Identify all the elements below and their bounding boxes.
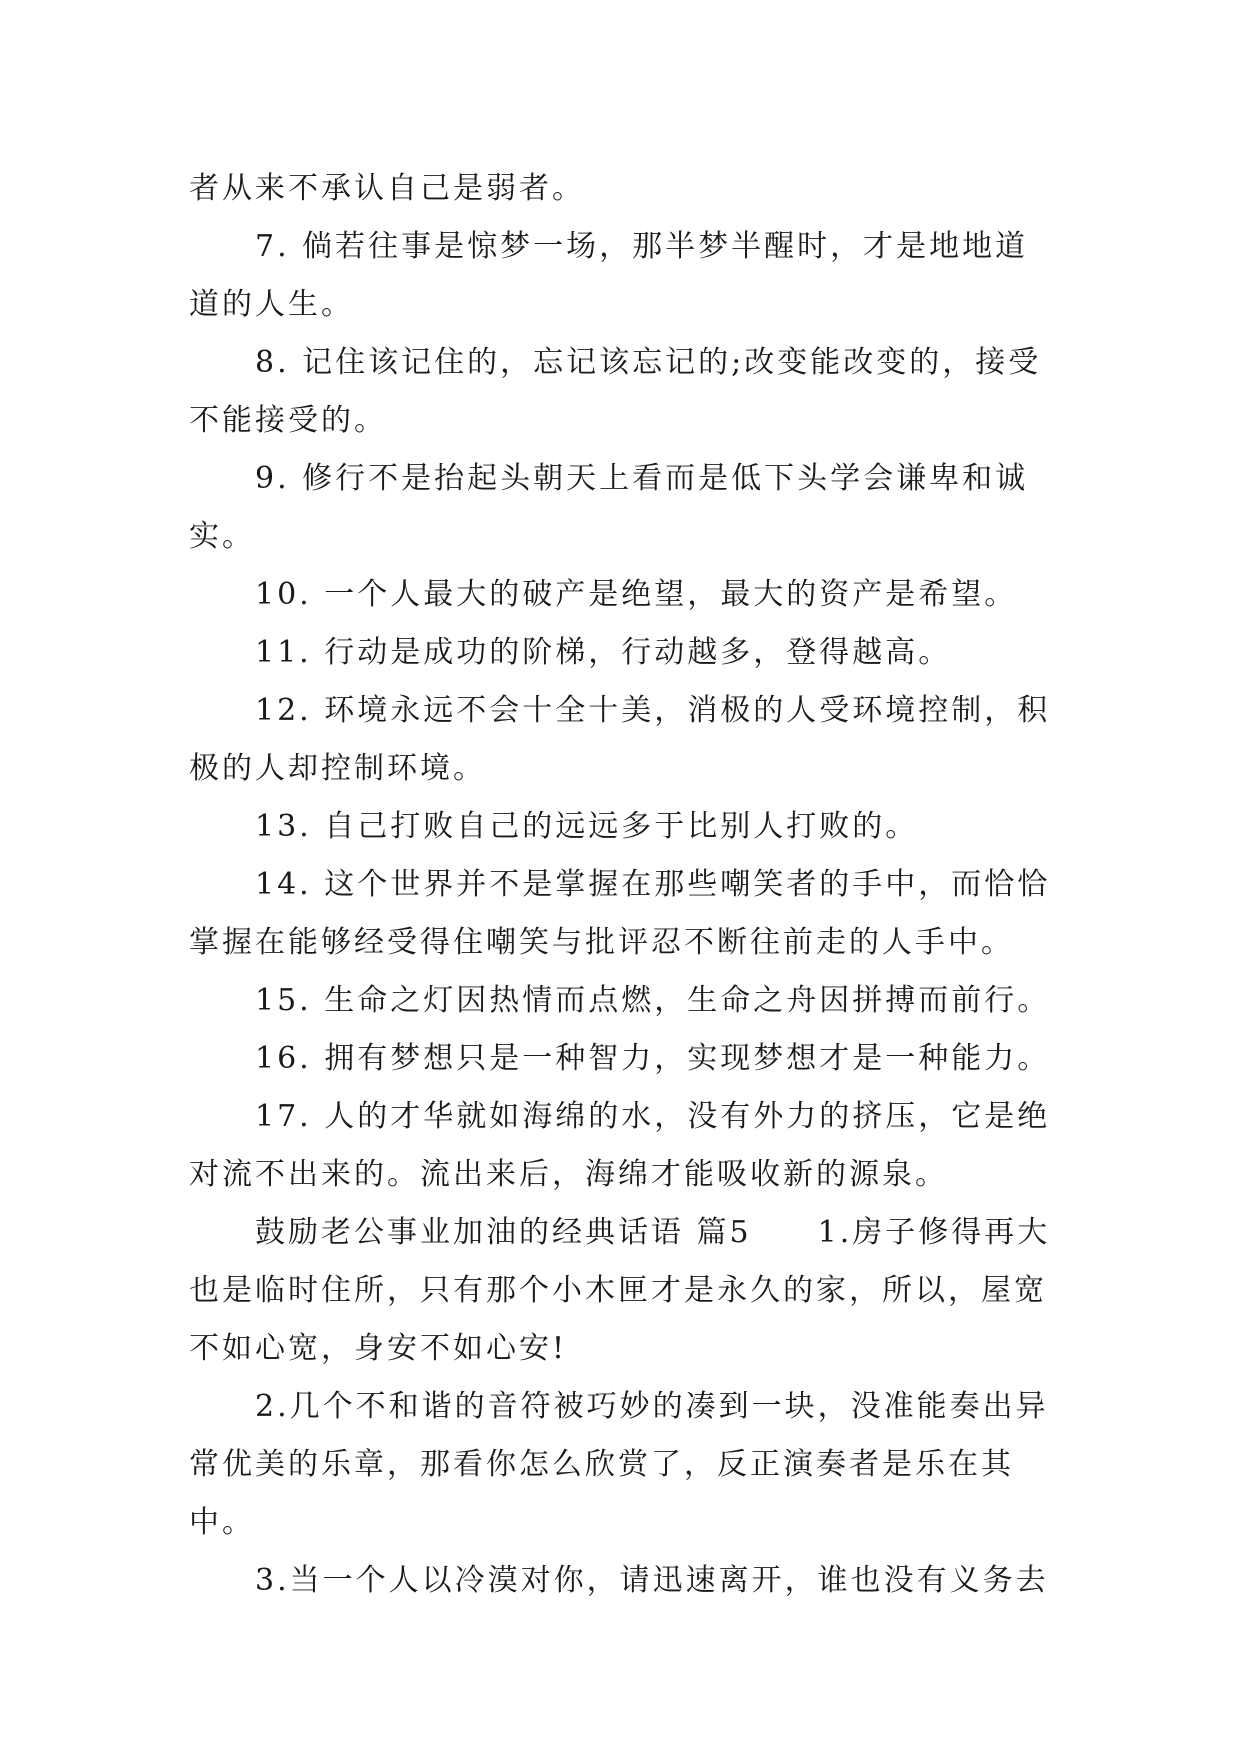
paragraph-item-10: 10. 一个人最大的破产是绝望，最大的资产是希望。 [255, 577, 1018, 612]
paragraph-item-11: 11. 行动是成功的阶梯，行动越多，登得越高。 [255, 635, 952, 670]
paragraph-item-7: 7. 倘若往事是惊梦一场，那半梦半醒时，才是地地道道的人生。 [189, 229, 1029, 322]
paragraph-continuation: 者从来不承认自己是弱者。 [189, 171, 585, 206]
paragraph-item-3: 3.当一个人以冷漠对你，请迅速离开，谁也没有义务去 [255, 1563, 1049, 1598]
paragraph-item-14: 14. 这个世界并不是掌握在那些嘲笑者的手中，而恰恰掌握在能够经受得住嘲笑与批评忍不断往前走的人手中。 [189, 867, 1051, 960]
paragraph-item-8: 8. 记住该记住的，忘记该忘记的;改变能改变的，接受不能接受的。 [189, 345, 1042, 438]
paragraph-item-13: 13. 自己打败自己的远远多于比别人打败的。 [255, 809, 919, 844]
section-heading-paragraph: 鼓励老公事业加油的经典话语 篇5 1.房子修得再大也是临时住所，只有那个小木匣才是永久的家，所以，屋宽不如心宽，身安不如心安! [189, 1215, 1051, 1366]
paragraph-item-2: 2.几个不和谐的音符被巧妙的凑到一块，没准能奏出异常优美的乐章，那看你怎么欣赏了，反正演奏者是乐在其中。 [189, 1389, 1049, 1540]
paragraph-item-15: 15. 生命之灯因热情而点燃，生命之舟因拼搏而前行。 [255, 983, 1051, 1018]
paragraph-item-9: 9. 修行不是抬起头朝天上看而是低下头学会谦卑和诚实。 [189, 461, 1029, 554]
paragraph-item-12: 12. 环境永远不会十全十美，消极的人受环境控制，积极的人却控制环境。 [189, 693, 1051, 786]
document-body [189, 160, 1059, 1610]
paragraph-item-17: 17. 人的才华就如海绵的水，没有外力的挤压，它是绝对流不出来的。流出来后，海绵才能吸收新的源泉。 [189, 1099, 1051, 1192]
paragraph-item-16: 16. 拥有梦想只是一种智力，实现梦想才是一种能力。 [255, 1041, 1051, 1076]
